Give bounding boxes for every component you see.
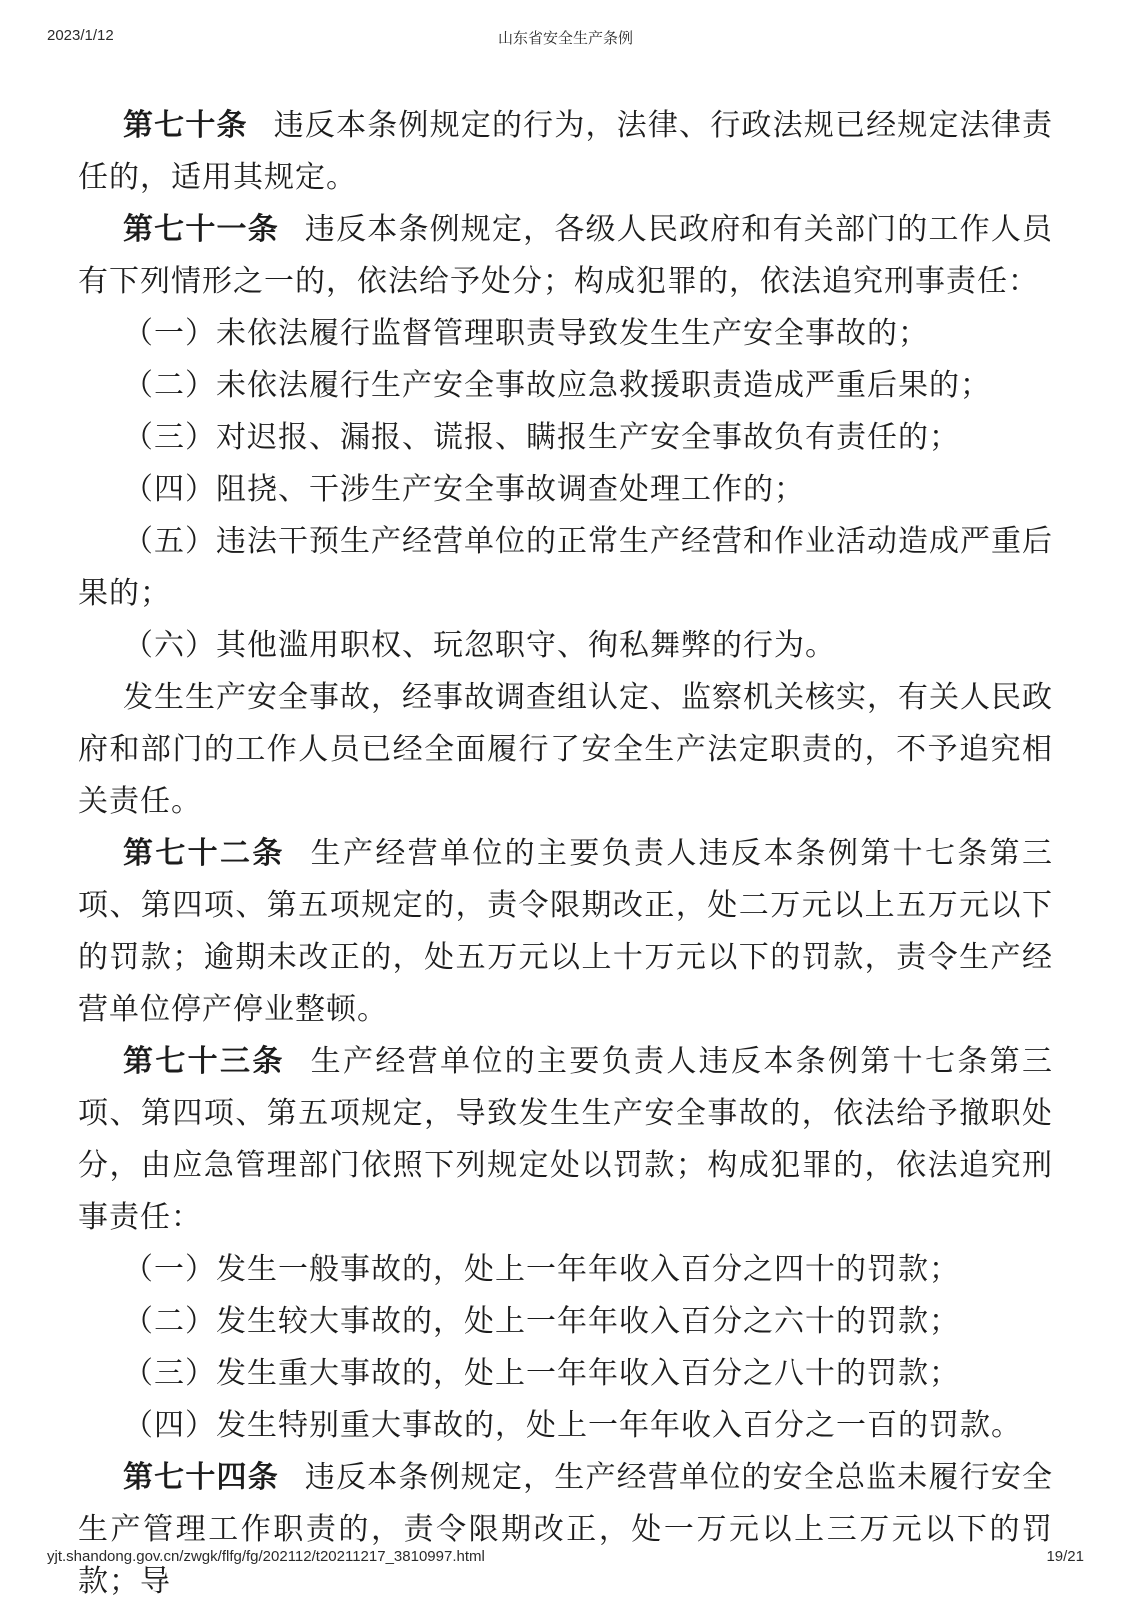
article-number: 第七十二条 (123, 836, 285, 871)
article-paragraph: 第七十四条 违反本条例规定，生产经营单位的安全总监未履行安全生产管理工作职责的，责令限期改正，处一万元以上三万元以下的罚款；导 (78, 1460, 1054, 1599)
paragraph: （三）发生重大事故的，处上一年年收入百分之八十的罚款； (123, 1356, 960, 1391)
footer-source-url: yjt.shandong.gov.cn/zwgk/flfg/fg/202112/t20211217_3810997.html (47, 1548, 485, 1565)
paragraph: （二）发生较大事故的，处上一年年收入百分之六十的罚款； (123, 1304, 960, 1339)
footer-page-indicator: 19/21 (1046, 1548, 1084, 1565)
paragraph: （五）违法干预生产经营单位的正常生产经营和作业活动造成严重后果的； (78, 524, 1053, 611)
paragraph: （一）发生一般事故的，处上一年年收入百分之四十的罚款； (123, 1252, 960, 1287)
header-date: 2023/1/12 (47, 27, 114, 44)
paragraph: 发生生产安全事故，经事故调查组认定、监察机关核实，有关人民政府和部门的工作人员已经全面履行了安全生产法定职责的，不予追究相关责任。 (78, 680, 1053, 819)
article-number: 第七十三条 (123, 1044, 285, 1079)
print-footer (47, 1548, 1084, 1568)
article-paragraph: 第七十三条 生产经营单位的主要负责人违反本条例第十七条第三项、第四项、第五项规定，导致发生生产安全事故的，依法给予撤职处分，由应急管理部门依照下列规定处以罚款；构成犯罪的，依法追究刑事责任： (78, 1044, 1054, 1235)
article-number: 第七十条 (123, 108, 248, 143)
paragraph: （一）未依法履行监督管理职责导致发生生产安全事故的； (123, 316, 929, 351)
article-paragraph: 第七十条 违反本条例规定的行为，法律、行政法规已经规定法律责任的，适用其规定。 (78, 108, 1054, 195)
print-header (47, 27, 1084, 47)
paragraph: （六）其他滥用职权、玩忽职守、徇私舞弊的行为。 (123, 628, 836, 663)
paragraph: （三）对迟报、漏报、谎报、瞒报生产安全事故负有责任的； (123, 420, 960, 455)
document-body (78, 100, 1053, 1608)
article-paragraph: 第七十二条 生产经营单位的主要负责人违反本条例第十七条第三项、第四项、第五项规定的，责令限期改正，处二万元以上五万元以下的罚款；逾期未改正的，处五万元以上十万元以下的罚款，责令生产经营单位停产停业整顿。 (78, 836, 1054, 1027)
paragraph: （四）阻挠、干涉生产安全事故调查处理工作的； (123, 472, 805, 507)
paragraph: （二）未依法履行生产安全事故应急救援职责造成严重后果的； (123, 368, 991, 403)
header-document-title: 山东省安全生产条例 (497, 30, 633, 47)
article-number: 第七十四条 (123, 1460, 279, 1495)
article-number: 第七十一条 (123, 212, 279, 247)
article-paragraph: 第七十一条 违反本条例规定，各级人民政府和有关部门的工作人员有下列情形之一的，依法给予处分；构成犯罪的，依法追究刑事责任： (78, 212, 1054, 299)
paragraph: （四）发生特别重大事故的，处上一年年收入百分之一百的罚款。 (123, 1408, 1022, 1443)
